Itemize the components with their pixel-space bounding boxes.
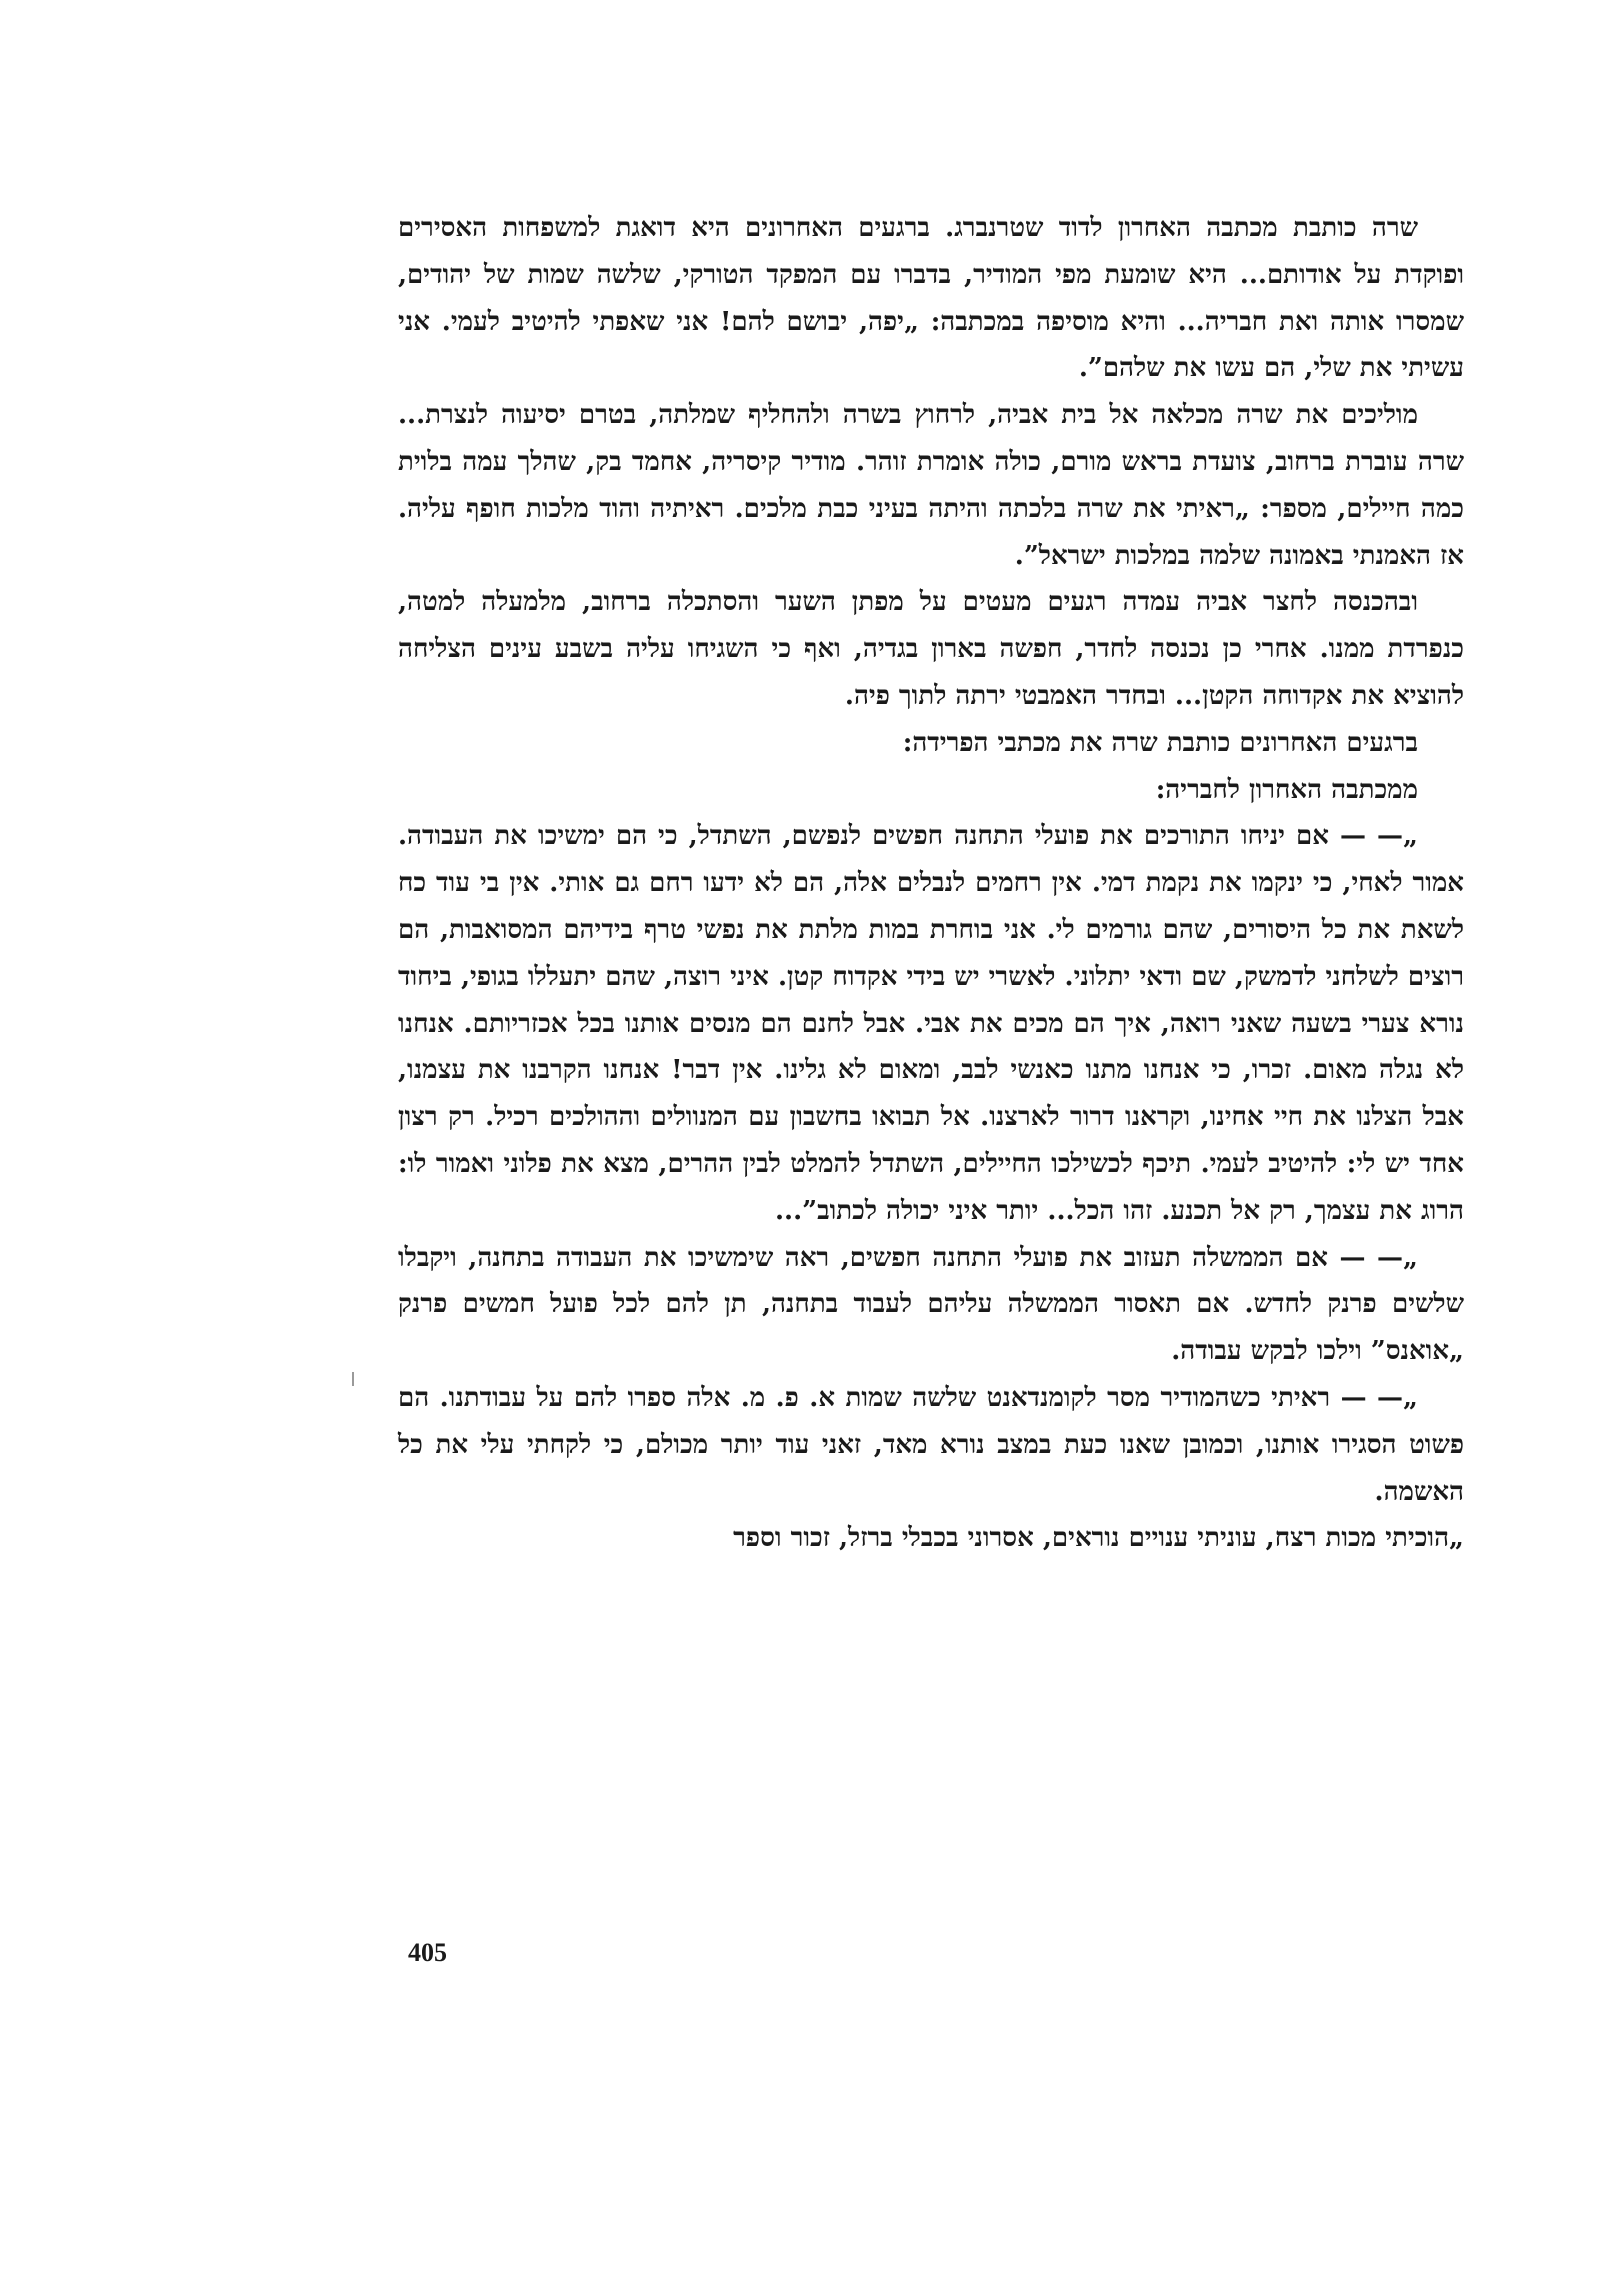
- paragraph-led-from-prison: מוליכים את שרה מכלאה אל בית אביה, לרחוץ בשרה ולהחליף שמלתה, בטרם יסיעוה לנצרת... שרה עוברת ברחוב, צועדת בראש מורם, כולה אומרת זוהר. מודיר קיסריה, אחמד בק, שהלך עמה בלוית כמה חיילים, מספר: „ראיתי את שרה בלכתה והיתה בעיני כבת מלכים. ראיתיה והוד מלכות חופף עליה. אז האמנתי באמונה שלמה במלכות ישראל”.: [398, 400, 1464, 571]
- paragraph-letter-quote-1: „— — אם יניחו התורכים את פועלי התחנה חפשים לנפשם, השתדל, כי הם ימשיכו את העבודה. אמור לאחי, כי ינקמו את נקמת דמי. אין רחמים לנבלים אלה, הם לא ידעו רחם גם אותי. אין בי עוד כח לשאת את כל היסורים, שהם גורמים לי. אני בוחרת במות מלתת את נפשי טרף בידיהם המסואבות, הם רוצים לשלחני לדמשק, שם ודאי יתלוני. לאשרי יש בידי אקדוח קטן. איני רוצה, שהם יתעללו בגופי, ביחוד נורא צערי בשעה שאני רואה, איך הם מכים את אבי. אבל לחנם הם מנסים אותנו בכל אכזריותם. אנחנו לא נגלה מאום. זכרו, כי אנחנו מתנו כאנשי לבב, ומאום לא גלינו. אין דבר! אנחנו הקרבנו את עצמנו, אבל הצלנו את חיי אחינו, וקראנו דרור לארצנו. אל תבואו בחשבון עם המנוולים וההולכים רכיל. רק רצון אחד יש לי: להיטיב לעמי. תיכף לכשילכו החיילים, השתדל להמלט לבין ההרים, מצא את פלוני ואמור לו: הרוג את עצמך, רק אל תכנע. זהו הכל... יותר איני יכולה לכתוב”...: [398, 821, 1464, 1226]
- paragraph-letter-quote-4: „הוכיתי מכות רצח, עוניתי ענויים נוראים, אסרוני בכבלי ברזל, זכור וספר: [733, 1523, 1464, 1554]
- paragraph-letter-quote-3: „— — ראיתי כשהמודיר מסר לקומנדאנט שלשה שמות א. פ. מ. אלה ספרו להם על עבודתנו. הם פשוט הסגירו אותנו, וכמובן שאנו כעת במצב נורא מאד, זאני עוד יותר מכולם, כי לקחתי עלי את כל האשמה.: [398, 1382, 1464, 1507]
- paragraph-letter-quote-2: „— — אם הממשלה תעזוב את פועלי התחנה חפשים, ראה שימשיכו את העבודה בתחנה, ויקבלו שלשים פרנק לחדש. אם תאסור הממשלה עליהם לעבוד בתחנה, תן להם לכל פועל חמשים פרנק „אואנס” וילכו לבקש עבודה.: [398, 1242, 1464, 1367]
- paragraph-fathers-yard: ובהכנסה לחצר אביה עמדה רגעים מעטים על מפתן השער והסתכלה ברחוב, מלמעלה למטה, כנפרדת ממנו. אחרי כן נכנסה לחדר, חפשה בארון בגדיה, ואף כי השגיחו עליה בשבע עינים הצליחה להוציא את אקדוחה הקטן... ובחדר האמבטי ירתה לתוך פיה.: [398, 587, 1464, 711]
- paragraph-farewell-letters-intro: ברגעים האחרונים כותבת שרה את מכתבי הפרידה:: [902, 727, 1418, 758]
- body-text: [398, 205, 1464, 1562]
- page-number: 405: [408, 1938, 447, 1967]
- margin-tick-mark: [352, 1372, 354, 1386]
- paragraph-sarah-last-letter: שרה כותבת מכתבה האחרון לדוד שטרנברג. ברגעים האחרונים היא דואגת למשפחות האסירים ופוקדת על אודותם... היא שומעת מפי המודיר, בדברו עם המפקד הטורקי, שלשה שמות של יהודים, שמסרו אותה ואת חבריה... והיא מוסיפה במכתבה: „יפה, יבושם להם! אני שאפתי להיטיב לעמי. אני עשיתי את שלי, הם עשו את שלהם”.: [398, 213, 1464, 384]
- paragraph-letter-to-friends-intro: ממכתבה האחרון לחבריה:: [1155, 774, 1418, 805]
